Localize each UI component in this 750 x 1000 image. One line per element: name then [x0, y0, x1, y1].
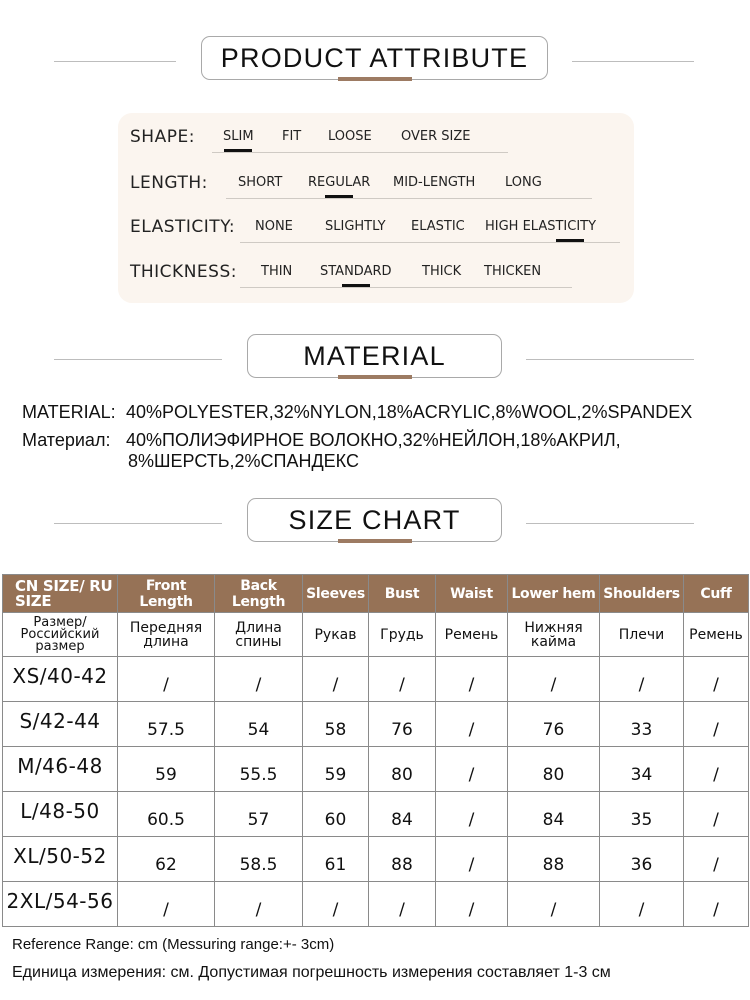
column-header: Lower hem — [508, 575, 600, 613]
attribute-option: MID-LENGTH — [393, 175, 476, 190]
column-header-ru: Грудь — [369, 613, 436, 657]
value-cell: 54 — [215, 702, 303, 747]
accent-bar — [338, 539, 412, 543]
attribute-option: THICKEN — [484, 264, 542, 279]
value-cell: / — [436, 792, 508, 837]
divider-line — [526, 523, 694, 524]
column-header-ru: Ремень — [684, 613, 749, 657]
value-cell: 61 — [303, 837, 369, 882]
column-header-ru: Передняя длина — [118, 613, 215, 657]
table-row — [3, 747, 749, 792]
column-header: Shoulders — [600, 575, 684, 613]
attribute-option: THIN — [261, 264, 293, 279]
product-attribute-header — [0, 36, 750, 86]
divider-line — [526, 359, 694, 360]
table-row — [3, 702, 749, 747]
attribute-option-selected: STANDARD — [320, 264, 392, 279]
size-cell: XS/40-42 — [3, 657, 118, 702]
value-cell: / — [508, 882, 600, 927]
material-value: 40%ПОЛИЭФИРНОЕ ВОЛОКНО,32%НЕЙЛОН,18%АКРИЛ, — [126, 430, 621, 450]
material-en — [22, 402, 692, 423]
attribute-panel — [118, 113, 634, 303]
column-header: Back Length — [215, 575, 303, 613]
value-cell: / — [215, 657, 303, 702]
attribute-option: OVER SIZE — [401, 129, 471, 144]
value-cell: 55.5 — [215, 747, 303, 792]
size-cell: S/42-44 — [3, 702, 118, 747]
value-cell: 57 — [215, 792, 303, 837]
attribute-label: THICKNESS: — [130, 262, 237, 282]
reference-note-ru: Единица измерения: см. Допустимая погрешность измерения составляет 1-3 см — [12, 964, 611, 981]
section-title-box — [247, 498, 502, 542]
value-cell: 76 — [369, 702, 436, 747]
section-title: SIZE CHART — [288, 504, 461, 535]
attribute-line — [240, 242, 620, 243]
value-cell: / — [600, 882, 684, 927]
table-row — [3, 882, 749, 927]
column-header-ru: Длина спины — [215, 613, 303, 657]
value-cell: 80 — [508, 747, 600, 792]
value-cell: / — [118, 882, 215, 927]
attribute-label: SHAPE: — [130, 127, 195, 147]
section-title-box — [201, 36, 548, 80]
attribute-option-selected: SLIM — [223, 129, 254, 144]
attribute-option: NONE — [255, 219, 293, 234]
attribute-option: SLIGHTLY — [325, 219, 386, 234]
material-label: Материал: — [22, 430, 111, 450]
value-cell: / — [369, 882, 436, 927]
divider-line — [54, 523, 222, 524]
material-ru — [22, 430, 621, 451]
attribute-option: LOOSE — [328, 129, 372, 144]
column-header-ru: Нижняя кайма — [508, 613, 600, 657]
divider-line — [54, 359, 222, 360]
column-header: Waist — [436, 575, 508, 613]
value-cell: 36 — [600, 837, 684, 882]
value-cell: / — [508, 657, 600, 702]
value-cell: / — [684, 882, 749, 927]
value-cell: / — [684, 837, 749, 882]
value-cell: 34 — [600, 747, 684, 792]
attribute-option: LONG — [505, 175, 542, 190]
value-cell: 33 — [600, 702, 684, 747]
value-cell: 59 — [118, 747, 215, 792]
value-cell: 60 — [303, 792, 369, 837]
value-cell: / — [436, 837, 508, 882]
table-header-ru — [3, 613, 749, 657]
value-cell: 58.5 — [215, 837, 303, 882]
size-cell: 2XL/54-56 — [3, 882, 118, 927]
value-cell: 57.5 — [118, 702, 215, 747]
value-cell: 88 — [369, 837, 436, 882]
divider-line — [572, 61, 694, 62]
value-cell: 60.5 — [118, 792, 215, 837]
reference-note-en: Reference Range: cm (Messuring range:+- 3cm) — [12, 936, 335, 953]
value-cell: 35 — [600, 792, 684, 837]
column-header: Cuff — [684, 575, 749, 613]
value-cell: / — [684, 792, 749, 837]
attribute-line — [226, 198, 592, 199]
value-cell: 80 — [369, 747, 436, 792]
value-cell: 84 — [508, 792, 600, 837]
column-header-ru: Размер/ Российский размер — [3, 613, 118, 657]
value-cell: / — [303, 882, 369, 927]
value-cell: / — [600, 657, 684, 702]
attribute-label: ELASTICITY: — [130, 217, 236, 237]
column-header: Front Length — [118, 575, 215, 613]
attribute-line — [240, 287, 572, 288]
material-label: MATERIAL: — [22, 402, 116, 422]
section-title: PRODUCT ATTRIBUTE — [220, 42, 529, 73]
material-header — [0, 334, 750, 384]
attribute-label: LENGTH: — [130, 173, 208, 193]
value-cell: / — [215, 882, 303, 927]
value-cell: 62 — [118, 837, 215, 882]
column-header-ru: Плечи — [600, 613, 684, 657]
accent-bar — [338, 375, 412, 379]
attribute-option: SHORT — [238, 175, 283, 190]
accent-bar — [338, 77, 412, 81]
column-header: CN SIZE/ RU SIZE — [3, 575, 118, 613]
table-row — [3, 657, 749, 702]
value-cell: / — [436, 657, 508, 702]
value-cell: / — [303, 657, 369, 702]
value-cell: / — [369, 657, 436, 702]
table-row — [3, 837, 749, 882]
value-cell: / — [436, 882, 508, 927]
attribute-option: ELASTIC — [411, 219, 465, 234]
column-header: Sleeves — [303, 575, 369, 613]
column-header-ru: Ремень — [436, 613, 508, 657]
table-row — [3, 792, 749, 837]
value-cell: 88 — [508, 837, 600, 882]
attribute-option: FIT — [282, 129, 302, 144]
value-cell: 59 — [303, 747, 369, 792]
size-cell: XL/50-52 — [3, 837, 118, 882]
value-cell: 58 — [303, 702, 369, 747]
value-cell: 76 — [508, 702, 600, 747]
divider-line — [54, 61, 176, 62]
attribute-option-selected: REGULAR — [308, 175, 371, 190]
material-value: 40%POLYESTER,32%NYLON,18%ACRYLIC,8%WOOL,2%SPANDEX — [126, 402, 693, 422]
size-cell: M/46-48 — [3, 747, 118, 792]
value-cell: 84 — [369, 792, 436, 837]
value-cell: / — [684, 747, 749, 792]
size-chart-header — [0, 498, 750, 548]
column-header-ru: Рукав — [303, 613, 369, 657]
attribute-option: THICK — [422, 264, 462, 279]
column-header: Bust — [369, 575, 436, 613]
size-cell: L/48-50 — [3, 792, 118, 837]
size-chart-table — [2, 574, 749, 927]
value-cell: / — [436, 702, 508, 747]
value-cell: / — [684, 702, 749, 747]
section-title-box — [247, 334, 502, 378]
material-ru-continued: 8%ШЕРСТЬ,2%СПАНДЕКС — [128, 451, 359, 471]
attribute-line — [212, 152, 508, 153]
value-cell: / — [436, 747, 508, 792]
value-cell: / — [684, 657, 749, 702]
section-title: MATERIAL — [303, 340, 446, 371]
table-header-en — [3, 575, 749, 613]
value-cell: / — [118, 657, 215, 702]
attribute-option-selected: HIGH ELASTICITY — [485, 219, 597, 234]
